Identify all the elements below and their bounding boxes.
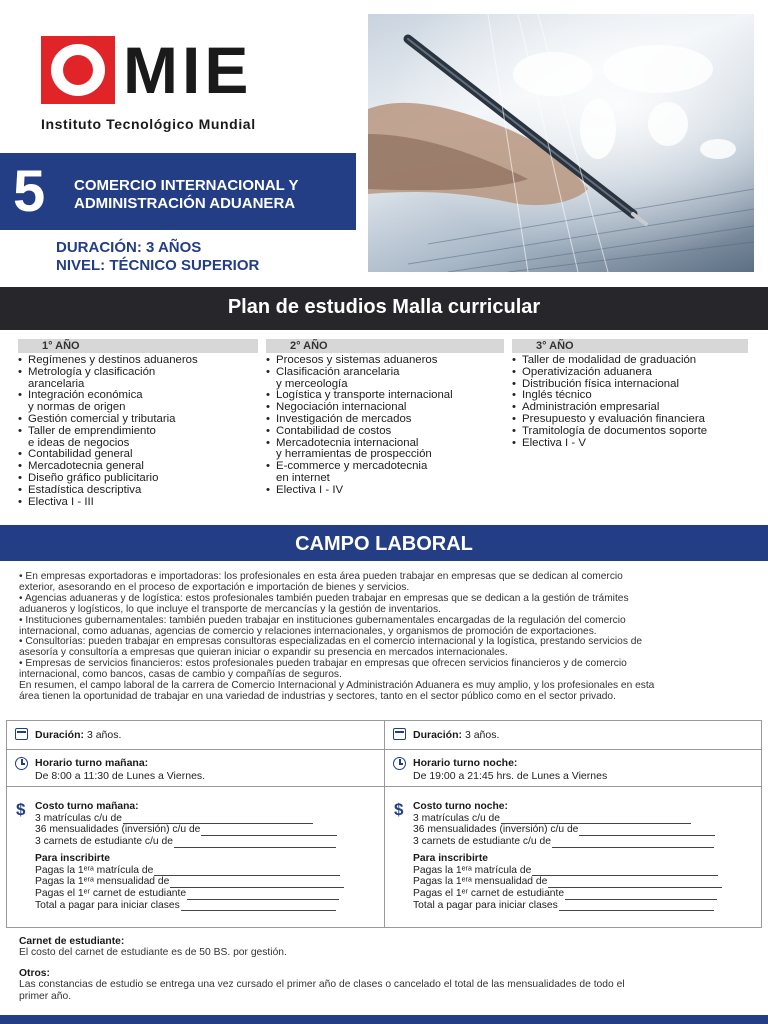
course-item: • Clasificación arancelaria <box>266 367 504 379</box>
course-list <box>512 355 748 449</box>
blank-line <box>201 827 337 836</box>
course-item-continued: e ideas de negocios <box>28 436 130 449</box>
blank-line <box>565 891 717 900</box>
logo-text: MIE <box>123 33 253 107</box>
year-column-2 <box>266 339 504 497</box>
blank-line <box>548 879 722 888</box>
blank-line <box>170 879 344 888</box>
cost-block-night <box>413 801 753 911</box>
career-title-line1: COMERCIO INTERNACIONAL Y <box>74 177 299 194</box>
course-item: • Operativización aduanera <box>512 367 748 379</box>
blank-line <box>559 902 714 911</box>
signup-line: Pagas la 1ᵉʳᵃ mensualidad de <box>35 876 365 888</box>
schedule-value-morning: De 8:00 a 11:30 de Lunes a Viernes. <box>35 770 206 782</box>
campo-laboral-text <box>19 572 749 703</box>
year-column-3 <box>512 339 748 449</box>
campo-line: • En empresas exportadoras e importadoras: los profesionales en esta área pueden trabajar en empresas que se dedican al comercio <box>19 571 623 582</box>
course-item: • Mercadotecnia internacional <box>266 438 504 450</box>
duration-label: Duración: <box>35 729 85 741</box>
clock-icon <box>15 757 28 770</box>
duration-value: 3 años. <box>86 729 122 741</box>
year-heading: 3° AÑO <box>512 339 748 353</box>
course-item-continued: y normas de origen <box>28 401 126 414</box>
footer-bar <box>0 1015 768 1024</box>
cost-line: 3 carnets de estudiante c/u de <box>35 836 365 848</box>
course-item: • Gestión comercial y tributaria <box>18 414 258 426</box>
cost-line: 3 carnets de estudiante c/u de <box>413 836 753 848</box>
course-item: • Regímenes y destinos aduaneros <box>18 355 258 367</box>
campo-laboral-title: CAMPO LABORAL <box>295 533 473 555</box>
campo-line: • Empresas de servicios financieros: estos profesionales pueden trabajar en empresas que ofrecen servicios financieros y de comercio <box>19 658 627 670</box>
course-item: • Procesos y sistemas aduaneros <box>266 355 504 367</box>
schedule-value-night: De 19:00 a 21:45 hrs. de Lunes a Viernes <box>413 770 608 782</box>
career-title <box>74 177 298 213</box>
calendar-icon <box>15 728 28 740</box>
blank-line <box>552 839 714 848</box>
schedule-label-night: Horario turno noche: <box>413 757 518 769</box>
course-item: • E-commerce y mercadotecnia <box>266 461 504 473</box>
dollar-icon: $ <box>16 800 26 819</box>
hero-image-world-map-hand-pen <box>368 14 754 272</box>
notes-section <box>19 936 749 1002</box>
dollar-icon: $ <box>394 800 404 819</box>
other-note-title: Otros: <box>19 967 50 979</box>
course-item-continued: arancelaria <box>28 377 85 390</box>
other-note-line: Las constancias de estudio se entrega una vez cursado el primer año de clases o cancelado el total de las mensualidades de todo el <box>19 979 625 991</box>
course-list <box>266 355 504 497</box>
grid-divider <box>7 749 761 750</box>
omie-logo <box>41 33 281 136</box>
campo-laboral-banner <box>0 525 768 561</box>
course-item: • Electiva I - IV <box>266 485 504 497</box>
course-item: • Presupuesto y evaluación financiera <box>512 414 748 426</box>
course-item: • Logística y transporte internacional <box>266 390 504 402</box>
course-item: • Investigación de mercados <box>266 414 504 426</box>
campo-line: • Agencias aduaneras y de logística: estos profesionales también pueden trabajar en empresas que se dedican a la gestión de trámites <box>19 592 629 604</box>
signup-line: Pagas la 1ᵉʳᵃ matrícula de <box>35 865 365 877</box>
duration-value: 3 años. <box>464 729 500 741</box>
career-duration: DURACIÓN: 3 AÑOS <box>56 239 202 256</box>
course-item: • Inglés técnico <box>512 390 748 402</box>
campo-line: exterior, asesorando en el proceso de exportación e importación de bienes y servicios. <box>19 581 410 593</box>
duration-row-night <box>413 729 499 741</box>
course-item: • Taller de emprendimiento <box>18 426 258 438</box>
course-item: • Mercadotecnia general <box>18 461 258 473</box>
course-item: • Negociación internacional <box>266 402 504 414</box>
card-note-title: Carnet de estudiante: <box>19 936 125 947</box>
signup-label: Para inscribirte <box>35 852 110 864</box>
blank-line <box>174 839 336 848</box>
course-item: • Administración empresarial <box>512 402 748 414</box>
plan-banner <box>0 287 768 330</box>
blank-line <box>181 902 336 911</box>
cost-block-morning <box>35 801 365 911</box>
signup-line: Pagas el 1ᵉʳ carnet de estudiante <box>413 888 753 900</box>
clock-icon <box>393 757 406 770</box>
course-item: • Estadística descriptiva <box>18 485 258 497</box>
campo-line: internacional, como bancos, casas de cambio y compañías de seguros. <box>19 669 342 681</box>
campo-line: asesoría y consultoría a empresas que quieran iniciar o expandir su presencia en mercados internacionales. <box>19 647 508 659</box>
logo-o-mark <box>41 36 115 104</box>
blank-line <box>187 891 339 900</box>
course-item: • Integración económica <box>18 390 258 402</box>
course-item: • Contabilidad general <box>18 449 258 461</box>
campo-line: aduaneros y logísticos, lo que incluye el transporte de mercancías y la gestión de inventarios. <box>19 603 441 615</box>
course-item: • Taller de modalidad de graduación <box>512 355 748 367</box>
campo-line: • Consultorías: pueden trabajar en empresas consultoras especializadas en el comercio internacional y la logística, prestando servicios de <box>19 636 643 648</box>
duration-row-morning <box>35 729 121 741</box>
course-item: • Contabilidad de costos <box>266 426 504 438</box>
career-level: NIVEL: TÉCNICO SUPERIOR <box>56 257 260 274</box>
course-item-continued: y herramientas de prospección <box>276 448 432 461</box>
other-note-line: primer año. <box>19 990 72 1002</box>
grid-divider <box>7 786 761 787</box>
cost-line: 36 mensualidades (inversión) c/u de <box>413 824 753 836</box>
signup-line: Pagas la 1ᵉʳᵃ matrícula de <box>413 865 753 877</box>
logo-subtitle: Instituto Tecnológico Mundial <box>41 116 256 132</box>
course-list <box>18 355 258 508</box>
info-grid <box>6 720 762 928</box>
cost-label: Costo turno mañana: <box>35 801 139 812</box>
signup-line: Pagas el 1ᵉʳ carnet de estudiante <box>35 888 365 900</box>
schedule-label-morning: Horario turno mañana: <box>35 757 149 769</box>
blank-line <box>579 827 715 836</box>
course-item: • Metrología y clasificación <box>18 367 258 379</box>
course-item: • Distribución física internacional <box>512 379 748 391</box>
cost-label: Costo turno noche: <box>413 801 508 812</box>
campo-line: internacional, como aduanas, agencias de comercio y relaciones internacionales, y organismos de promoción de exportaciones. <box>19 625 597 637</box>
course-item-continued: y merceología <box>276 377 348 390</box>
year-heading: 1° AÑO <box>18 339 258 353</box>
career-title-line2: ADMINISTRACIÓN ADUANERA <box>74 195 296 212</box>
card-note-text: El costo del carnet de estudiante es de 50 BS. por gestión. <box>19 947 287 959</box>
cost-line: 36 mensualidades (inversión) c/u de <box>35 824 365 836</box>
signup-line: Pagas la 1ᵉʳᵃ mensualidad de <box>413 876 753 888</box>
signup-line: Total a pagar para iniciar clases <box>413 900 753 912</box>
duration-label: Duración: <box>413 729 463 741</box>
course-item: • Electiva I - V <box>512 438 748 450</box>
calendar-icon <box>393 728 406 740</box>
blank-line <box>532 867 718 876</box>
course-item-continued: en internet <box>276 471 330 484</box>
signup-line: Total a pagar para iniciar clases <box>35 900 365 912</box>
career-number: 5 <box>13 159 46 224</box>
year-heading: 2° AÑO <box>266 339 504 353</box>
blank-line <box>123 815 313 824</box>
blank-line <box>501 815 691 824</box>
campo-line: En resumen, el campo laboral de la carrera de Comercio Internacional y Administración Aduanera es muy amplio, y los profesionales en esta <box>19 680 655 692</box>
year-column-1 <box>18 339 258 508</box>
course-item: • Diseño gráfico publicitario <box>18 473 258 485</box>
signup-label: Para inscribirte <box>413 852 488 864</box>
campo-line: • Instituciones gubernamentales: también pueden trabajar en instituciones gubernamentales encargadas de la regulación del comercio <box>19 614 626 626</box>
career-meta <box>56 239 259 275</box>
blank-line <box>154 867 340 876</box>
career-band <box>0 153 356 230</box>
cost-line: 3 matrículas c/u de <box>35 813 365 825</box>
course-item: • Electiva I - III <box>18 497 258 509</box>
plan-title: Plan de estudios Malla curricular <box>227 296 541 318</box>
grid-divider <box>384 721 385 927</box>
campo-line: área tienen la oportunidad de trabajar en una variedad de industrias y sectores, tanto en el sector público como en el sector privado. <box>19 690 616 702</box>
cost-line: 3 matrículas c/u de <box>413 813 753 825</box>
course-item: • Tramitología de documentos soporte <box>512 426 748 438</box>
